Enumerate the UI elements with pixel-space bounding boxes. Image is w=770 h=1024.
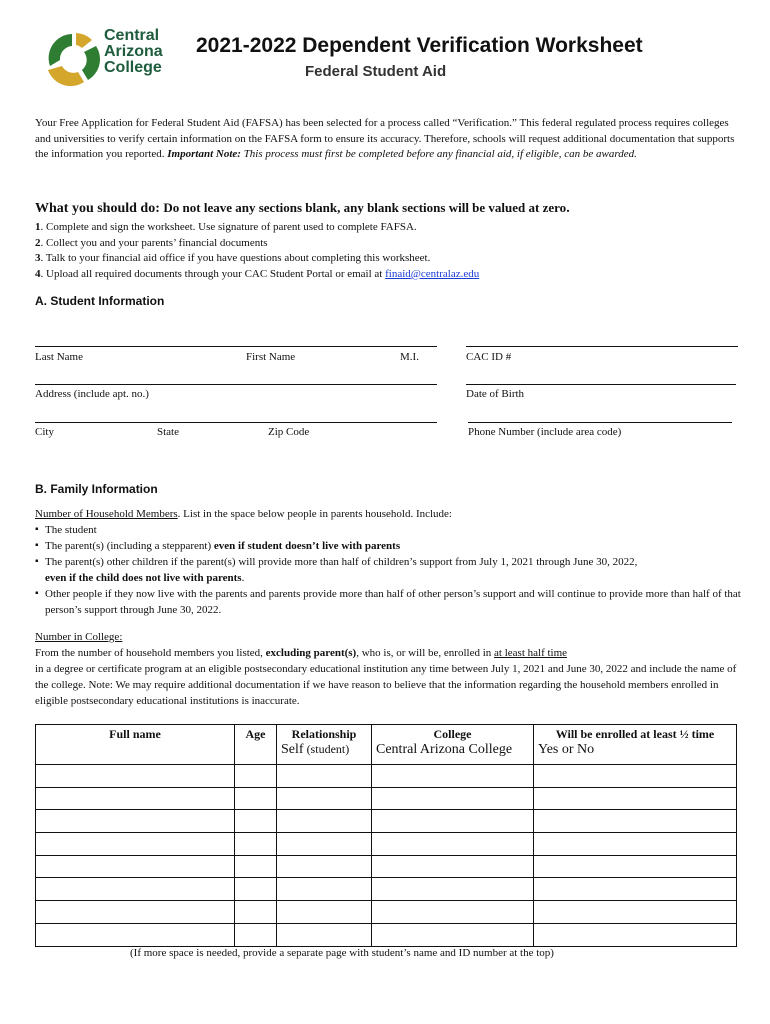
- college-label: Number in College:: [35, 631, 123, 643]
- cell-name[interactable]: [36, 810, 235, 833]
- cell-relationship[interactable]: [277, 787, 372, 810]
- table-row: [36, 833, 737, 856]
- bullet-item: ▪ The parent(s) other children if the parent(s) will provide more than half of children’s support from July 1, 2021 through June 30, 2022, even if the child does not live with parents.: [35, 554, 745, 586]
- todo-steps: [35, 220, 479, 282]
- cell-enrolled[interactable]: [534, 833, 737, 856]
- cell-relationship[interactable]: [277, 765, 372, 788]
- cell-enrolled[interactable]: [534, 787, 737, 810]
- cell-college[interactable]: [372, 923, 534, 946]
- phone-label: Phone Number (include area code): [468, 426, 622, 438]
- table-row: [36, 923, 737, 946]
- col-full-name: Full name: [36, 725, 235, 743]
- cell-age[interactable]: [235, 901, 277, 924]
- step-item: 2. Collect you and your parents’ financial documents: [35, 236, 268, 249]
- page-subtitle: Federal Student Aid: [305, 63, 447, 80]
- cell-enrolled[interactable]: [534, 923, 737, 946]
- cell-age[interactable]: [235, 765, 277, 788]
- table-row: [36, 787, 737, 810]
- cell-relationship[interactable]: [277, 901, 372, 924]
- cell-college[interactable]: [372, 810, 534, 833]
- cell-age[interactable]: [235, 878, 277, 901]
- cell-relationship[interactable]: [277, 833, 372, 856]
- first-name-label: First Name: [246, 351, 296, 363]
- cell-enrolled[interactable]: [534, 901, 737, 924]
- cell-age[interactable]: [235, 742, 277, 765]
- bullet-item: ▪ Other people if they now live with the parents and parents provide more than half of other person’s support and will continue to provide more than half of that person’s support through June 30, 2022.: [35, 586, 745, 618]
- name-field-line[interactable]: [35, 346, 437, 347]
- cell-name[interactable]: [36, 901, 235, 924]
- college-note: in a degree or certificate program at an eligible postsecondary educational institution any time between July 1, 2021 and June 30, 2022 and include the name of the college. Note: We may require additional documentation if we have reason to believe that the information regarding the household members enrolled in eligible postsecondary educational institutions is inaccurate.: [35, 663, 737, 707]
- col-relationship: Relationship: [277, 725, 372, 743]
- intro-text: Your Free Application for Federal Student Aid (FAFSA) has been selected for a process called “Verification.” This federal regulated process requires colleges and universities to verify certain information on the FAFSA form to ensure its accuracy. Therefore, schools will request additional documentation that supports the information you reported.: [35, 117, 735, 160]
- cell-name[interactable]: [36, 833, 235, 856]
- cell-relationship[interactable]: [277, 810, 372, 833]
- cell-age[interactable]: [235, 787, 277, 810]
- dob-label: Date of Birth: [466, 388, 525, 400]
- table-row: [36, 810, 737, 833]
- step-item: 3. Talk to your financial aid office if you have questions about completing this worksheet.: [35, 252, 431, 264]
- cell-college[interactable]: Central Arizona College: [372, 742, 534, 765]
- table-header-row: [36, 725, 737, 743]
- step-item: 4. Upload all required documents through your CAC Student Portal or email at finaid@centralaz.edu: [35, 267, 480, 280]
- table-row: [36, 878, 737, 901]
- household-table: [35, 724, 737, 947]
- state-label: State: [157, 426, 179, 438]
- col-enrolled: Will be enrolled at least ½ time: [534, 725, 737, 743]
- household-block: [35, 506, 745, 618]
- table-row: [36, 901, 737, 924]
- email-link[interactable]: finaid@centralaz.edu: [385, 267, 480, 280]
- section-b-title: B. Family Information: [35, 482, 158, 496]
- address-label: Address (include apt. no.): [35, 388, 149, 400]
- cell-college[interactable]: [372, 855, 534, 878]
- cac-id-label: CAC ID #: [466, 351, 512, 363]
- cell-relationship[interactable]: [277, 878, 372, 901]
- table-footnote: (If more space is needed, provide a separate page with student’s name and ID number at the top): [130, 947, 554, 959]
- cell-college[interactable]: [372, 901, 534, 924]
- mi-label: M.I.: [400, 351, 419, 363]
- cell-college[interactable]: [372, 787, 534, 810]
- address-field-line[interactable]: [35, 384, 437, 385]
- step-item: 1. Complete and sign the worksheet. Use signature of parent used to complete FAFSA.: [35, 221, 417, 233]
- cell-name[interactable]: [36, 742, 235, 765]
- cell-age[interactable]: [235, 833, 277, 856]
- cell-age[interactable]: [235, 855, 277, 878]
- household-label: Number of Household Members: [35, 508, 178, 520]
- col-college: College: [372, 725, 534, 743]
- zip-label: Zip Code: [268, 426, 310, 438]
- phone-field-line[interactable]: [468, 422, 732, 423]
- table-row: [36, 855, 737, 878]
- cell-name[interactable]: [36, 923, 235, 946]
- city-label: City: [35, 426, 54, 438]
- cell-college[interactable]: [372, 833, 534, 856]
- intro-paragraph: [35, 116, 735, 163]
- dob-field-line[interactable]: [466, 384, 736, 385]
- bullet-item: ▪ The student: [35, 522, 745, 538]
- logo-emblem-icon: [48, 33, 100, 86]
- bullet-item: ▪ The parent(s) (including a stepparent) even if student doesn’t live with parents: [35, 538, 745, 554]
- cell-age[interactable]: [235, 923, 277, 946]
- logo-line-1: Central: [104, 27, 160, 44]
- cell-age[interactable]: [235, 810, 277, 833]
- table-row: [36, 765, 737, 788]
- important-note-text: This process must first be completed before any financial aid, if eligible, can be awarded.: [243, 148, 637, 160]
- cell-name[interactable]: [36, 855, 235, 878]
- cell-enrolled[interactable]: [534, 878, 737, 901]
- college-block: Number in College: From the number of household members you listed, excluding parent(s), who is, or will be, enrolled in at least half time in a degree or certificate program at an eligible postsecondary educational institution any time between July 1, 2021 and June 30, 2022 and include the name of the college. Note: We may require additional documentation if we have reason to believe that the information regarding the household members enrolled in eligible postsecondary educational institutions is inaccurate.: [35, 629, 745, 709]
- cell-name[interactable]: [36, 787, 235, 810]
- cell-name[interactable]: [36, 765, 235, 788]
- cell-college[interactable]: [372, 765, 534, 788]
- cell-college[interactable]: [372, 878, 534, 901]
- todo-heading: What you should do: Do not leave any sections blank, any blank sections will be valued at zero.: [35, 200, 570, 216]
- todo-subheading: Do not leave any sections blank, any blank sections will be valued at zero: [163, 200, 567, 215]
- cell-enrolled[interactable]: [534, 855, 737, 878]
- cell-enrolled[interactable]: [534, 765, 737, 788]
- cac-id-field-line[interactable]: [466, 346, 738, 347]
- important-note-label: Important Note:: [167, 148, 241, 160]
- page-title: 2021-2022 Dependent Verification Worksheet: [196, 34, 643, 57]
- cell-relationship[interactable]: [277, 923, 372, 946]
- table-row: [36, 742, 737, 765]
- section-a-title: A. Student Information: [35, 294, 165, 308]
- logo-line-2: Arizona: [104, 43, 163, 60]
- cell-relationship[interactable]: Self (student): [277, 742, 372, 765]
- last-name-label: Last Name: [35, 351, 83, 363]
- logo-wordmark: [104, 28, 163, 76]
- col-age: Age: [235, 725, 277, 743]
- cell-name[interactable]: [36, 878, 235, 901]
- logo-line-3: College: [104, 59, 162, 76]
- household-text: . List in the space below people in parents household. Include:: [177, 508, 452, 520]
- cell-enrolled[interactable]: [534, 810, 737, 833]
- cell-relationship[interactable]: [277, 855, 372, 878]
- city-field-line[interactable]: [35, 422, 437, 423]
- todo-heading-label: What you should do:: [35, 201, 160, 216]
- cell-enrolled[interactable]: Yes or No: [534, 742, 737, 765]
